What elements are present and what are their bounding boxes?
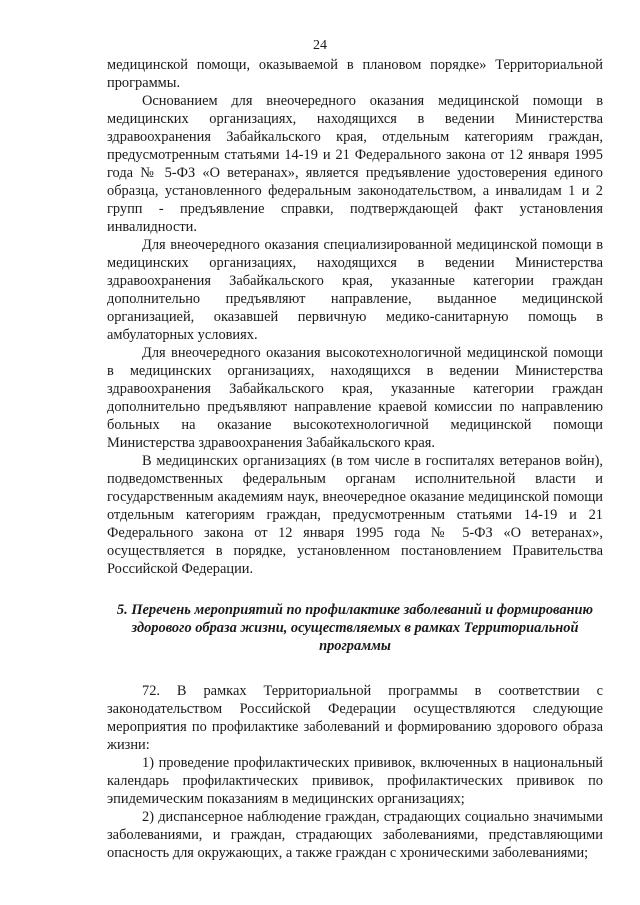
- section-heading: 5. Перечень мероприятий по профилактике заболеваний и формированию здорового образа жизни, осуществляемых в рамках Территориальной программы: [116, 602, 594, 654]
- list-item-vaccinations: 1) проведение профилактических прививок, включенных в национальный календарь профилактических прививок, профилактических прививок по эпидемическим показаниям в медицинских организациях;: [107, 755, 603, 807]
- paragraph-continuation: медицинской помощи, оказываемой в плановом порядке» Территориальной программы.: [107, 57, 603, 91]
- document-body: [107, 56, 603, 862]
- paragraph-item-72: 72. В рамках Территориальной программы в соответствии с законодательством Российской Федерации осуществляются следующие мероприятия по профилактике заболеваний и формированию здорового образа жизни:: [107, 683, 603, 753]
- page-number: 24: [313, 38, 327, 53]
- paragraph-high-tech-care: Для внеочередного оказания высокотехнологичной медицинской помощи в медицинских организациях, находящихся в ведении Министерства здравоохранения Забайкальского края, указанные категории граждан дополнительно предъявляют направление краевой комиссии по направлению больных на оказание высокотехнологичной медицинской помощи Министерства здравоохранения Забайкальского края.: [107, 345, 603, 451]
- paragraph-specialized-care: Для внеочередного оказания специализированной медицинской помощи в медицинских организациях, находящихся в ведении Министерства здравоохранения Забайкальского края, указанные категории граждан дополнительно предъявляют направление, выданное медицинской организацией, оказавшей первичную медико-санитарную помощь в амбулаторных условиях.: [107, 237, 603, 343]
- paragraph-out-of-turn-basis: Основанием для внеочередного оказания медицинской помощи в медицинских организациях, находящихся в ведении Министерства здравоохранения Забайкальского края, отдельным категориям граждан, предусмотренным статьями 14-19 и 21 Федерального закона от 12 января 1995 года № 5-ФЗ «О ветеранах», является предъявление удостоверения единого образца, установленного федеральным законодательством, а инвалидам 1 и 2 групп - предъявление справки, подтверждающей факт установления инвалидности.: [107, 93, 603, 235]
- paragraph-federal-organizations: В медицинских организациях (в том числе в госпиталях ветеранов войн), подведомственных федеральным органам исполнительной власти и государственным академиям наук, внеочередное оказание медицинской помощи отдельным категориям граждан, предусмотренным статьями 14-19 и 21 Федерального закона от 12 января 1995 года № 5-ФЗ «О ветеранах», осуществляется в порядке, установленном постановлением Правительства Российской Федерации.: [107, 453, 603, 577]
- list-item-dispensary-observation: 2) диспансерное наблюдение граждан, страдающих социально значимыми заболеваниями, и граждан, страдающих заболеваниями, представляющими опасность для окружающих, а также граждан с хроническими заболеваниями;: [107, 809, 603, 861]
